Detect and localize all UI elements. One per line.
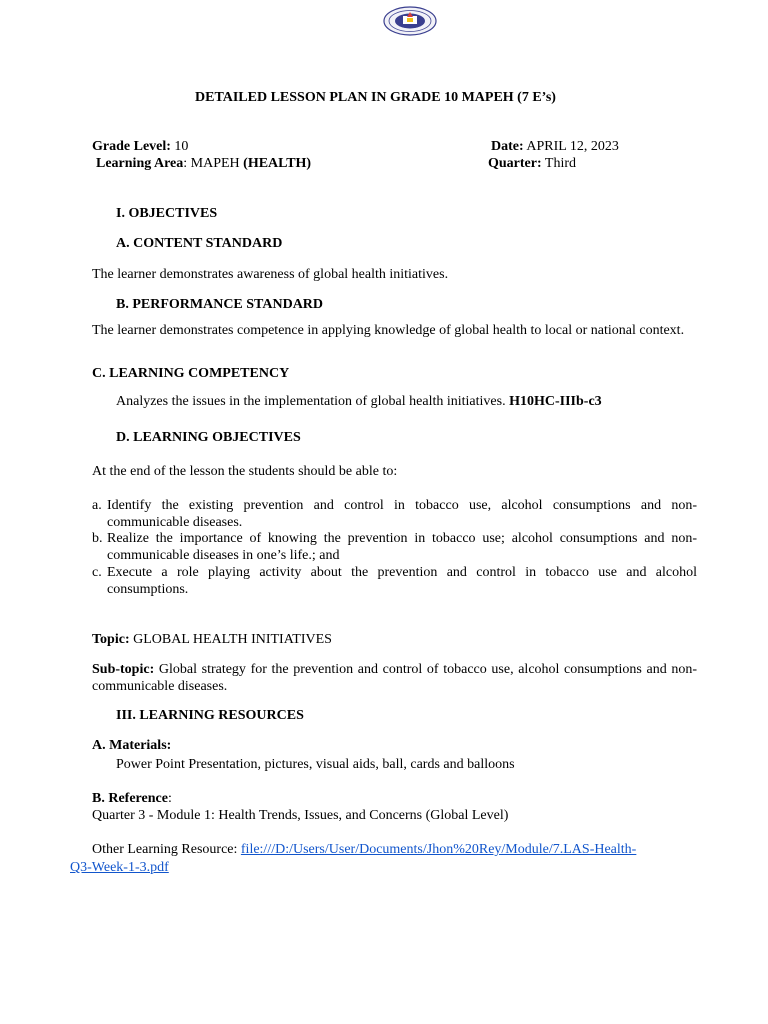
grade-level bbox=[92, 138, 188, 155]
reference-label: B. Reference bbox=[92, 791, 168, 806]
subtopic-label: Sub-topic: bbox=[92, 662, 155, 677]
quarter-label: Quarter: bbox=[488, 156, 542, 171]
deped-seal-logo bbox=[383, 6, 437, 36]
other-resource-link-line1[interactable]: file:///D:/Users/User/Documents/Jhon%20Rey/Module/7.LAS-Health- bbox=[240, 842, 637, 857]
learning-objectives-intro: At the end of the lesson the students should be able to: bbox=[92, 464, 398, 479]
content-standard-heading: A. CONTENT STANDARD bbox=[116, 236, 283, 251]
learning-area bbox=[96, 155, 311, 172]
grade-level-value: 10 bbox=[174, 139, 189, 154]
objective-text-c: Execute a role playing activity about the prevention and control in tobacco use and alcohol consumptions. bbox=[107, 565, 697, 597]
date bbox=[491, 138, 619, 155]
objectives-heading: I. OBJECTIVES bbox=[116, 206, 218, 221]
reference bbox=[92, 790, 172, 807]
reference-text: Quarter 3 - Module 1: Health Trends, Issues, and Concerns (Global Level) bbox=[92, 808, 509, 823]
objective-marker-a: a. bbox=[92, 498, 102, 513]
topic bbox=[92, 631, 332, 648]
content-standard-text: The learner demonstrates awareness of global health initiatives. bbox=[92, 267, 449, 282]
materials-text: Power Point Presentation, pictures, visual aids, ball, cards and balloons bbox=[116, 757, 515, 772]
quarter bbox=[488, 155, 576, 172]
topic-value: GLOBAL HEALTH INITIATIVES bbox=[129, 632, 332, 647]
document-title: DETAILED LESSON PLAN IN GRADE 10 MAPEH (7 E’s) bbox=[195, 90, 556, 105]
date-label: Date: bbox=[491, 139, 524, 154]
other-resource-link-line2[interactable]: Q3-Week-1-3.pdf bbox=[70, 860, 169, 875]
learning-area-value: : MAPEH bbox=[183, 156, 244, 171]
quarter-value: Third bbox=[544, 156, 577, 171]
topic-label: Topic: bbox=[92, 632, 130, 647]
objective-text-b: Realize the importance of knowing the prevention in tobacco use; alcohol consumptions and non-communicable diseases in one’s life.; and bbox=[107, 531, 697, 563]
subtopic bbox=[92, 661, 697, 695]
learning-competency-text bbox=[116, 393, 602, 410]
learning-competency-heading: C. LEARNING COMPETENCY bbox=[92, 366, 290, 381]
objective-marker-b: b. bbox=[92, 531, 103, 546]
other-resource bbox=[92, 841, 636, 858]
learning-objectives-heading: D. LEARNING OBJECTIVES bbox=[116, 430, 301, 445]
performance-standard-heading: B. PERFORMANCE STANDARD bbox=[116, 297, 324, 312]
learning-competency-statement: Analyzes the issues in the implementation of global health initiatives. bbox=[116, 394, 510, 409]
learning-resources-heading: III. LEARNING RESOURCES bbox=[116, 708, 304, 723]
objective-marker-c: c. bbox=[92, 565, 102, 580]
objective-text-a: Identify the existing prevention and control in tobacco use, alcohol consumptions and non-communicable diseases. bbox=[107, 498, 697, 530]
performance-standard-text: The learner demonstrates competence in applying knowledge of global health to local or national context. bbox=[92, 323, 685, 338]
other-resource-label: Other Learning Resource: bbox=[92, 842, 241, 857]
learning-competency-code: H10HC-IIIb-c3 bbox=[509, 394, 602, 409]
materials-label: A. Materials: bbox=[92, 738, 172, 753]
date-value: APRIL 12, 2023 bbox=[526, 139, 619, 154]
learning-area-health: (HEALTH) bbox=[243, 156, 312, 171]
reference-colon: : bbox=[167, 791, 172, 806]
subtopic-value: Global strategy for the prevention and control of tobacco use, alcohol consumptions and non-communicable diseases. bbox=[92, 662, 697, 694]
grade-level-label: Grade Level: bbox=[92, 139, 171, 154]
learning-area-label: Learning Area bbox=[96, 156, 184, 171]
